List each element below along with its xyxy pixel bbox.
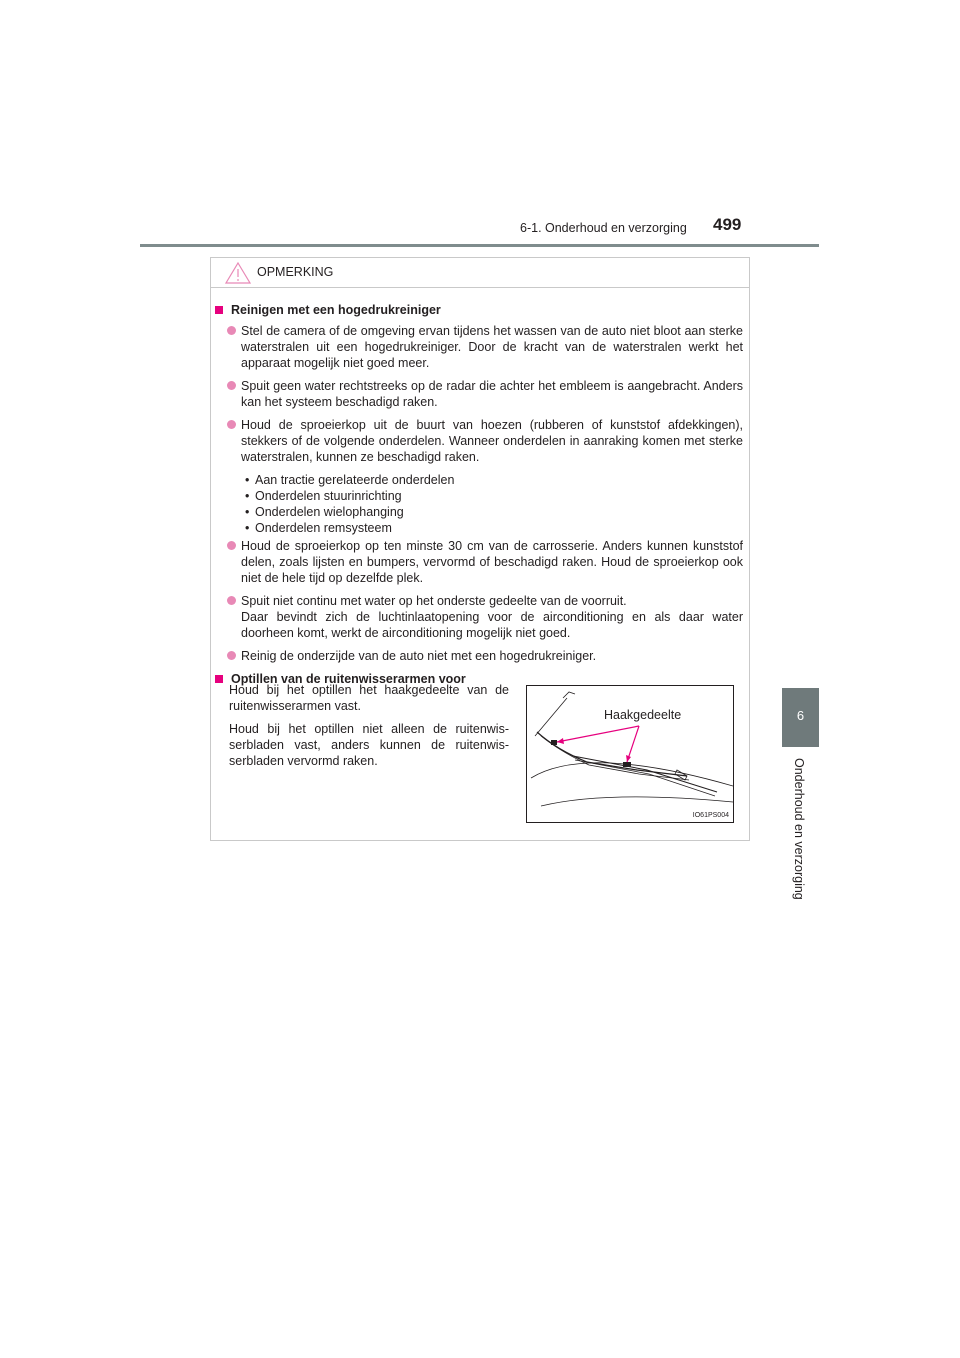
wiper-illustration — [526, 685, 734, 823]
circle-bullet-icon — [227, 596, 236, 605]
square-bullet-icon — [215, 675, 223, 683]
square-bullet-icon — [215, 306, 223, 314]
notice-box — [210, 257, 750, 841]
list-item: Houd de sproeierkop op ten minste 30 cm van de carrosserie. Anders kunnen kunststof delen, zoals lijsten en bumpers, vervormd of beschadigd raken. Houd de sproeierkop ook niet de hele tijd op dezelfde plek. — [211, 538, 751, 586]
header-rule — [140, 244, 819, 247]
notice-content — [211, 298, 751, 692]
notice-header — [211, 258, 749, 288]
circle-bullet-icon — [227, 381, 236, 390]
figure-code: IO61PS004 — [692, 812, 729, 819]
chapter-tab — [782, 688, 819, 747]
list-item: Spuit niet continu met water op het onderste gedeelte van de voorruit. Daar bevindt zich de luchtinlaatopening voor de airconditioning en als daar water doorheen komt, werkt de airconditioning mogelijk niet goed. — [211, 593, 751, 641]
section-title-pressure-washer: Reinigen met een hogedrukreiniger — [215, 302, 751, 318]
wiper-description — [229, 682, 509, 776]
chapter-number: 6 — [796, 708, 805, 723]
circle-bullet-icon — [227, 420, 236, 429]
circle-bullet-icon — [227, 651, 236, 660]
wiper-drawing — [527, 686, 734, 823]
chapter-label: Onderhoud en verzorging — [792, 758, 806, 900]
paragraph: Houd bij het optillen het haakgedeelte van de ruitenwisserarmen vast. — [229, 683, 509, 713]
parts-sublist — [211, 472, 751, 536]
list-item: Reinig de onderzijde van de auto niet met een hogedrukreiniger. — [211, 648, 751, 664]
circle-bullet-icon — [227, 541, 236, 550]
list-item: Houd de sproeierkop uit de buurt van hoezen (rubberen of kunststof afdekkingen), stekkers of de volgende onderdelen. Wanneer onderdelen in aanraking komen met sterke waterstralen, kunnen ze beschadigd raken. — [211, 417, 751, 465]
warning-triangle-icon — [225, 262, 251, 284]
section-title-wiper-arms: Optillen van de ruitenwisserarmen voor — [215, 671, 751, 687]
sublist-item: • Aan tractie gerelateerde onderdelen — [245, 472, 751, 488]
sublist-item: • Onderdelen remsysteem — [245, 520, 751, 536]
notice-title: OPMERKING — [257, 265, 334, 279]
page-number: 499 — [713, 215, 742, 234]
circle-bullet-icon — [227, 326, 236, 335]
figure-label: Haakgedeelte — [604, 708, 682, 722]
list-item: Spuit geen water rechtstreeks op de radar die achter het embleem is aangebracht. Anders kan het systeem beschadigd raken. — [211, 378, 751, 410]
header-section-title: 6-1. Onderhoud en verzorging — [520, 221, 687, 235]
sublist-item: • Onderdelen stuurinrichting — [245, 488, 751, 504]
sublist-item: • Onderdelen wielophanging — [245, 504, 751, 520]
paragraph: Houd bij het optillen niet alleen de ruitenwis-serbladen vast, anders kunnen de ruitenwis-serbladen vervormd raken. — [229, 722, 509, 768]
list-item: Stel de camera of de omgeving ervan tijdens het wassen van de auto niet bloot aan sterke waterstralen uit een hogedrukreiniger. Door de kracht van de waterstralen werkt het apparaat mogelijk niet goed meer. — [211, 323, 751, 371]
